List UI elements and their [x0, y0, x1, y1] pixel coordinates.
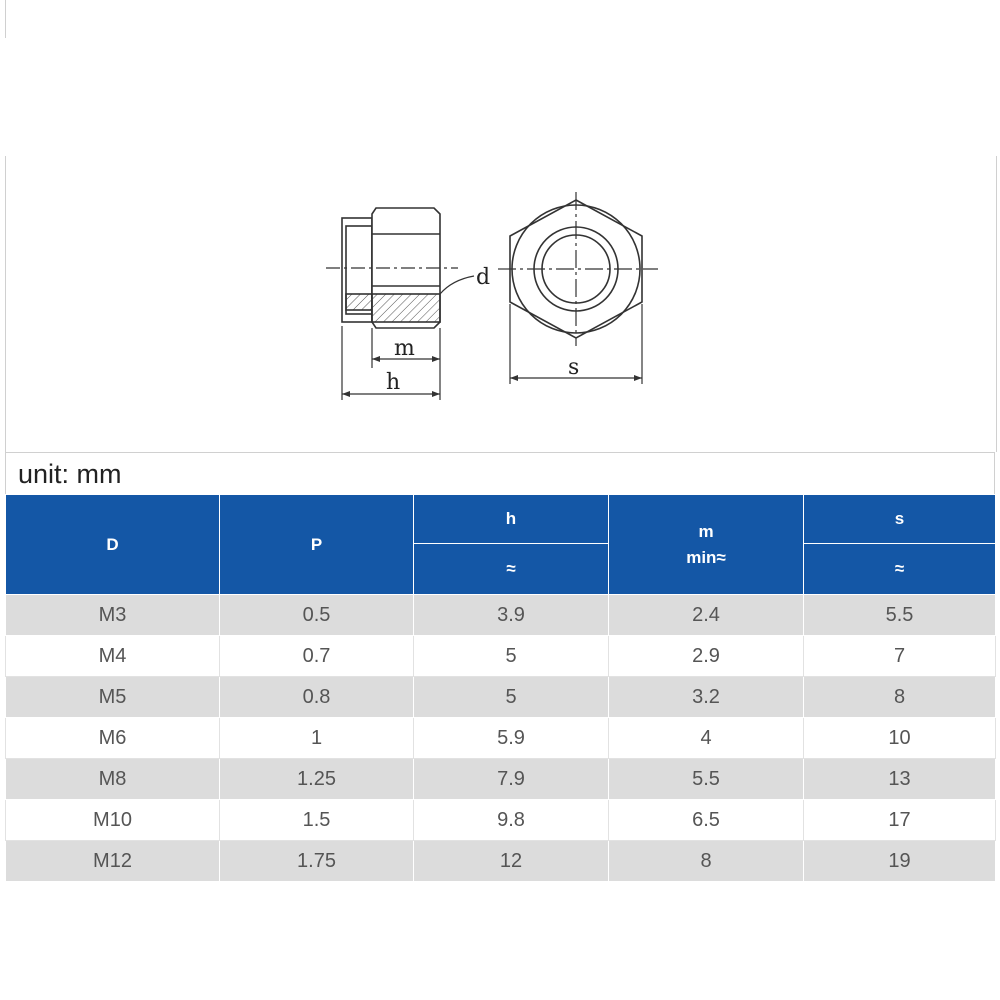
cell-P: 1.25	[220, 759, 414, 800]
header-P: P	[220, 495, 414, 595]
frame-line	[5, 0, 6, 38]
table-row	[6, 636, 996, 677]
cell-m: 6.5	[609, 800, 804, 841]
cell-P: 0.8	[220, 677, 414, 718]
technical-drawing-panel	[5, 156, 997, 452]
header-D: D	[6, 495, 220, 595]
cell-h: 12	[414, 841, 609, 882]
table-row	[6, 841, 996, 882]
header-m	[609, 495, 804, 595]
cell-m: 4	[609, 718, 804, 759]
cell-D: M5	[6, 677, 220, 718]
label-s: s	[568, 355, 580, 380]
cell-h: 5.9	[414, 718, 609, 759]
cell-D: M4	[6, 636, 220, 677]
header-h-sub: ≈	[414, 544, 609, 595]
header-s-sub: ≈	[804, 544, 996, 595]
cell-m: 8	[609, 841, 804, 882]
cell-h: 5	[414, 636, 609, 677]
cell-s: 19	[804, 841, 996, 882]
header-s: s	[804, 495, 996, 544]
cell-h: 7.9	[414, 759, 609, 800]
cell-P: 0.5	[220, 595, 414, 636]
header-h: h	[414, 495, 609, 544]
cell-m: 2.9	[609, 636, 804, 677]
label-d: d	[476, 265, 491, 290]
cell-D: M3	[6, 595, 220, 636]
cell-D: M12	[6, 841, 220, 882]
cell-P: 1.75	[220, 841, 414, 882]
nut-technical-drawing	[6, 156, 996, 452]
cell-D: M8	[6, 759, 220, 800]
cell-h: 9.8	[414, 800, 609, 841]
cell-D: M10	[6, 800, 220, 841]
cell-m: 2.4	[609, 595, 804, 636]
cell-m: 5.5	[609, 759, 804, 800]
unit-label: unit: mm	[18, 459, 122, 489]
dimensions-table	[5, 494, 996, 882]
header-m-line1: m	[698, 521, 714, 541]
unit-caption	[5, 452, 995, 494]
cell-h: 5	[414, 677, 609, 718]
cell-s: 7	[804, 636, 996, 677]
header-m-line2: min≈	[686, 547, 726, 567]
table-row	[6, 759, 996, 800]
cell-D: M6	[6, 718, 220, 759]
cell-s: 5.5	[804, 595, 996, 636]
table-row	[6, 595, 996, 636]
label-h: h	[386, 370, 401, 395]
label-m: m	[394, 336, 415, 361]
cell-P: 1.5	[220, 800, 414, 841]
table-row	[6, 718, 996, 759]
cell-h: 3.9	[414, 595, 609, 636]
cell-s: 8	[804, 677, 996, 718]
cell-P: 1	[220, 718, 414, 759]
cell-s: 17	[804, 800, 996, 841]
cell-P: 0.7	[220, 636, 414, 677]
table-row	[6, 677, 996, 718]
table-row	[6, 800, 996, 841]
cell-m: 3.2	[609, 677, 804, 718]
cell-s: 13	[804, 759, 996, 800]
cell-s: 10	[804, 718, 996, 759]
